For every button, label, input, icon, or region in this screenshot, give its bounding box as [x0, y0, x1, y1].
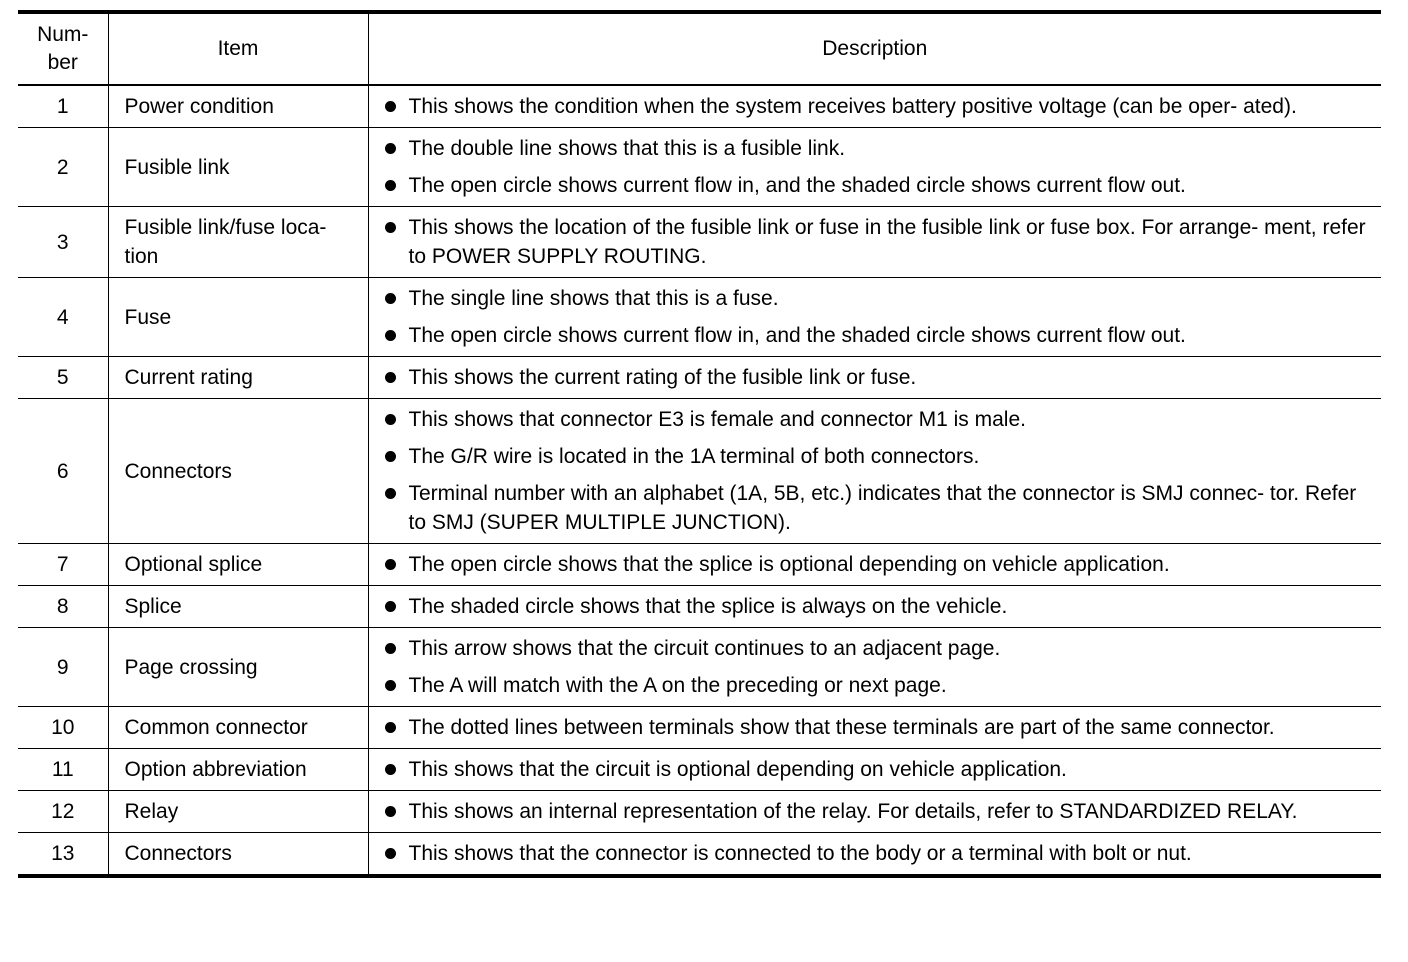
- row-description: [368, 544, 1381, 586]
- row-description: [368, 278, 1381, 357]
- table-row: [18, 628, 1381, 707]
- row-item: Current rating: [108, 357, 368, 399]
- row-description: [368, 749, 1381, 791]
- description-bullet: This shows the condition when the system receives battery positive voltage (can be oper- ated).: [385, 92, 1374, 121]
- row-item: Splice: [108, 586, 368, 628]
- description-bullet-list: [385, 405, 1374, 537]
- wiring-diagram-legend-table: [18, 10, 1381, 878]
- row-item: Common connector: [108, 707, 368, 749]
- description-bullet: The double line shows that this is a fusible link.: [385, 134, 1374, 163]
- row-item: Connectors: [108, 399, 368, 544]
- header-item-label: Item: [217, 37, 259, 60]
- description-bullet-list: [385, 634, 1374, 700]
- row-description: [368, 586, 1381, 628]
- description-bullet-list: [385, 284, 1374, 350]
- description-bullet: This shows that the connector is connected to the body or a terminal with bolt or nut.: [385, 839, 1374, 868]
- header-item: [108, 12, 368, 85]
- header-number: [18, 12, 108, 85]
- description-bullet: This shows the current rating of the fusible link or fuse.: [385, 363, 1374, 392]
- description-bullet: Terminal number with an alphabet (1A, 5B, etc.) indicates that the connector is SMJ connec- tor. Refer to SMJ (SUPER MULTIPLE JUNCTION).: [385, 479, 1374, 537]
- description-bullet: This shows that connector E3 is female and connector M1 is male.: [385, 405, 1374, 434]
- row-number: 4: [56, 305, 69, 329]
- table-row: [18, 357, 1381, 399]
- row-description: [368, 791, 1381, 833]
- row-item: Fusible link: [108, 128, 368, 207]
- description-bullet: The single line shows that this is a fuse.: [385, 284, 1374, 313]
- description-bullet: The open circle shows current flow in, and the shaded circle shows current flow out.: [385, 171, 1374, 200]
- row-number: 8: [56, 595, 69, 618]
- row-number: 10: [51, 716, 75, 739]
- row-number: 1: [56, 95, 69, 118]
- row-item: Power condition: [108, 85, 368, 128]
- row-number: 3: [56, 230, 69, 254]
- table-row: [18, 707, 1381, 749]
- row-description: [368, 833, 1381, 877]
- row-item: Relay: [108, 791, 368, 833]
- description-bullet: This shows the location of the fusible link or fuse in the fusible link or fuse box. For arrange- ment, refer to POWER SUPPLY ROUTING.: [385, 213, 1374, 271]
- description-bullet: This arrow shows that the circuit continues to an adjacent page.: [385, 634, 1374, 663]
- table-header: [18, 12, 1381, 85]
- description-bullet: The A will match with the A on the preceding or next page.: [385, 671, 1374, 700]
- table-row: [18, 399, 1381, 544]
- row-description: [368, 128, 1381, 207]
- table-row: [18, 278, 1381, 357]
- row-number: 2: [56, 155, 69, 179]
- header-number-label: Num- ber: [37, 23, 89, 74]
- row-item: Fusible link/fuse loca- tion: [108, 207, 368, 278]
- description-bullet-list: [385, 839, 1374, 868]
- row-description: [368, 707, 1381, 749]
- description-bullet-list: [385, 755, 1374, 784]
- description-bullet: The shaded circle shows that the splice is always on the vehicle.: [385, 592, 1374, 621]
- table-row: [18, 749, 1381, 791]
- header-description-label: Description: [822, 37, 928, 60]
- description-bullet-list: [385, 592, 1374, 621]
- row-description: [368, 207, 1381, 278]
- table-row: [18, 207, 1381, 278]
- table-row: [18, 833, 1381, 877]
- header-row: [18, 12, 1381, 85]
- description-bullet: The open circle shows that the splice is optional depending on vehicle application.: [385, 550, 1374, 579]
- table-row: [18, 586, 1381, 628]
- description-bullet-list: [385, 213, 1374, 271]
- description-bullet: The open circle shows current flow in, and the shaded circle shows current flow out.: [385, 321, 1374, 350]
- header-description: [368, 12, 1381, 85]
- row-item: Fuse: [108, 278, 368, 357]
- row-number: 11: [51, 758, 74, 781]
- description-bullet-list: [385, 134, 1374, 200]
- table-row: [18, 791, 1381, 833]
- row-description: [368, 628, 1381, 707]
- row-number: 6: [56, 459, 69, 483]
- wiring-legend-sheet: [18, 10, 1381, 878]
- row-item: Option abbreviation: [108, 749, 368, 791]
- row-description: [368, 85, 1381, 128]
- row-item: Connectors: [108, 833, 368, 877]
- table-row: [18, 128, 1381, 207]
- table-row: [18, 544, 1381, 586]
- row-number: 12: [51, 800, 75, 823]
- description-bullet: This shows that the circuit is optional depending on vehicle application.: [385, 755, 1374, 784]
- row-description: [368, 399, 1381, 544]
- description-bullet-list: [385, 363, 1374, 392]
- row-number: 7: [56, 553, 69, 576]
- row-number: 13: [51, 842, 75, 865]
- row-description: [368, 357, 1381, 399]
- description-bullet-list: [385, 713, 1374, 742]
- description-bullet-list: [385, 797, 1374, 826]
- row-item: Page crossing: [108, 628, 368, 707]
- table-row: [18, 85, 1381, 128]
- row-number: 5: [56, 366, 69, 389]
- description-bullet: The G/R wire is located in the 1A terminal of both connectors.: [385, 442, 1374, 471]
- table-body: [18, 85, 1381, 876]
- description-bullet: This shows an internal representation of the relay. For details, refer to STANDARDIZED RELAY.: [385, 797, 1374, 826]
- row-item: Optional splice: [108, 544, 368, 586]
- description-bullet: The dotted lines between terminals show that these terminals are part of the same connector.: [385, 713, 1374, 742]
- description-bullet-list: [385, 550, 1374, 579]
- row-number: 9: [56, 655, 69, 679]
- description-bullet-list: [385, 92, 1374, 121]
